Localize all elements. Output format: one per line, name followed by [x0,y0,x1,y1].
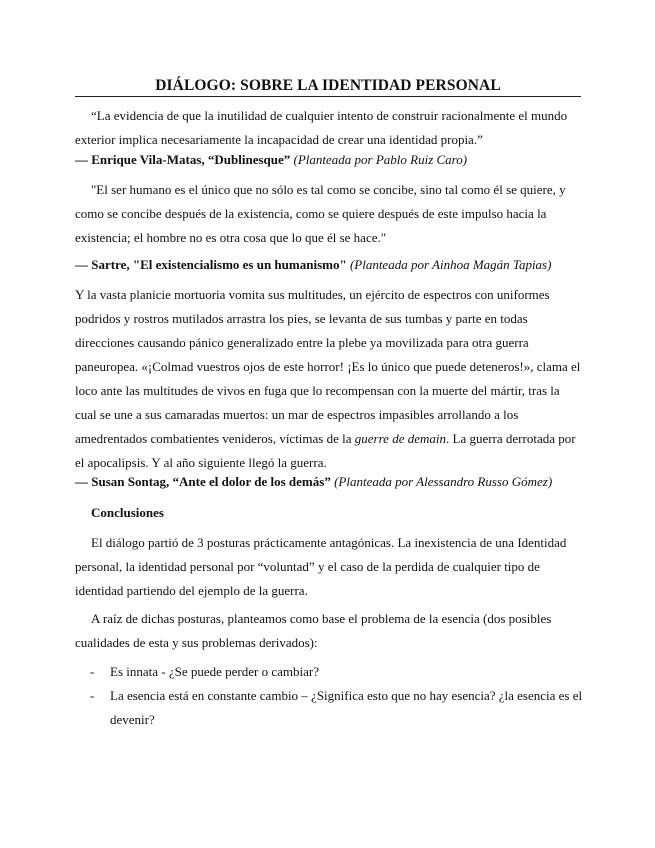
conclusions-heading: Conclusiones [91,505,164,520]
quote-1-text: “La evidencia de que la inutilidad de cualquier intento de construir racionalmente el mundo exterior implica necesariamente la incapacidad de crear una identidad propia.” [75,108,568,147]
document-title: DIÁLOGO: SOBRE LA IDENTIDAD PERSONAL [75,76,581,97]
quote-3-text-after: . La guerra derrotada por el apocalipsis. Y al año siguiente llegó la guerra. [75,431,576,470]
list-bullet: - [90,664,95,679]
quote-3-text [75,283,581,475]
conclusions-paragraph-1: El diálogo partió de 3 posturas prácticamente antagónicas. La inexistencia de una Identidad personal, la identidad personal por “voluntad” y el caso de la perdida de cualquier tipo de identidad partiendo del ejemplo de la guerra. [75,535,567,598]
quote-1-attribution [75,151,595,169]
list-item [90,660,585,684]
list-item [90,684,585,732]
quote-2-author: — Sartre, "El existencialismo es un humanismo" [75,257,347,272]
quote-3-text-before: Y la vasta planicie mortuoria vomita sus multitudes, un ejército de espectros con uniformes podridos y rostros mutilados arrastra los pies, se levanta de sus tumbas y parte en todas direcciones causando pánico generalizado entre la plebe ya movilizada para otra guerra paneuropea. «¡Colmad vuestros ojos de este horror! ¡Es lo único que puede deteneros!», clama el loco ante las multitudes de vivos en fuga que lo recompensan con la muerte del mártir, tras la cual se une a sus camaradas muertos: un mar de espectros impasibles arrollando a los amedrentados combatientes venideros, víctimas de la [75,287,581,446]
list-item-text: Es innata - ¿Se puede perder o cambiar? [110,664,319,679]
quote-3-attribution [75,473,595,491]
quote-1-note: (Planteada por Pablo Ruiz Caro) [293,152,468,167]
quote-2-text: "El ser humano es el único que no sólo es tal como se concibe, sino tal como él se quiere, y como se concibe después de la existencia, como se quiere después de este impulso hacia la existencia; el hombre no es otra cosa que lo que él se hace." [75,182,566,245]
list-bullet: - [90,688,95,703]
quote-3-text-italic: guerre de demain [354,431,446,446]
quote-3-author: — Susan Sontag, “Ante el dolor de los demás” [75,474,331,489]
quote-2-note: (Planteada por Ainhoa Magán Tapias) [349,257,552,272]
quote-1-author: — Enrique Vila-Matas, “Dublinesque” [75,152,291,167]
list-item-text: La esencia está en constante cambio – ¿Significa esto que no hay esencia? ¿la esencia es el devenir? [110,688,583,727]
quote-3-note: (Planteada por Alessandro Russo Gómez) [334,474,553,489]
quote-2-attribution [75,256,595,274]
conclusions-paragraph-2: A raíz de dichas posturas, planteamos como base el problema de la esencia (dos posibles cualidades de esta y sus problemas derivados): [75,611,552,650]
